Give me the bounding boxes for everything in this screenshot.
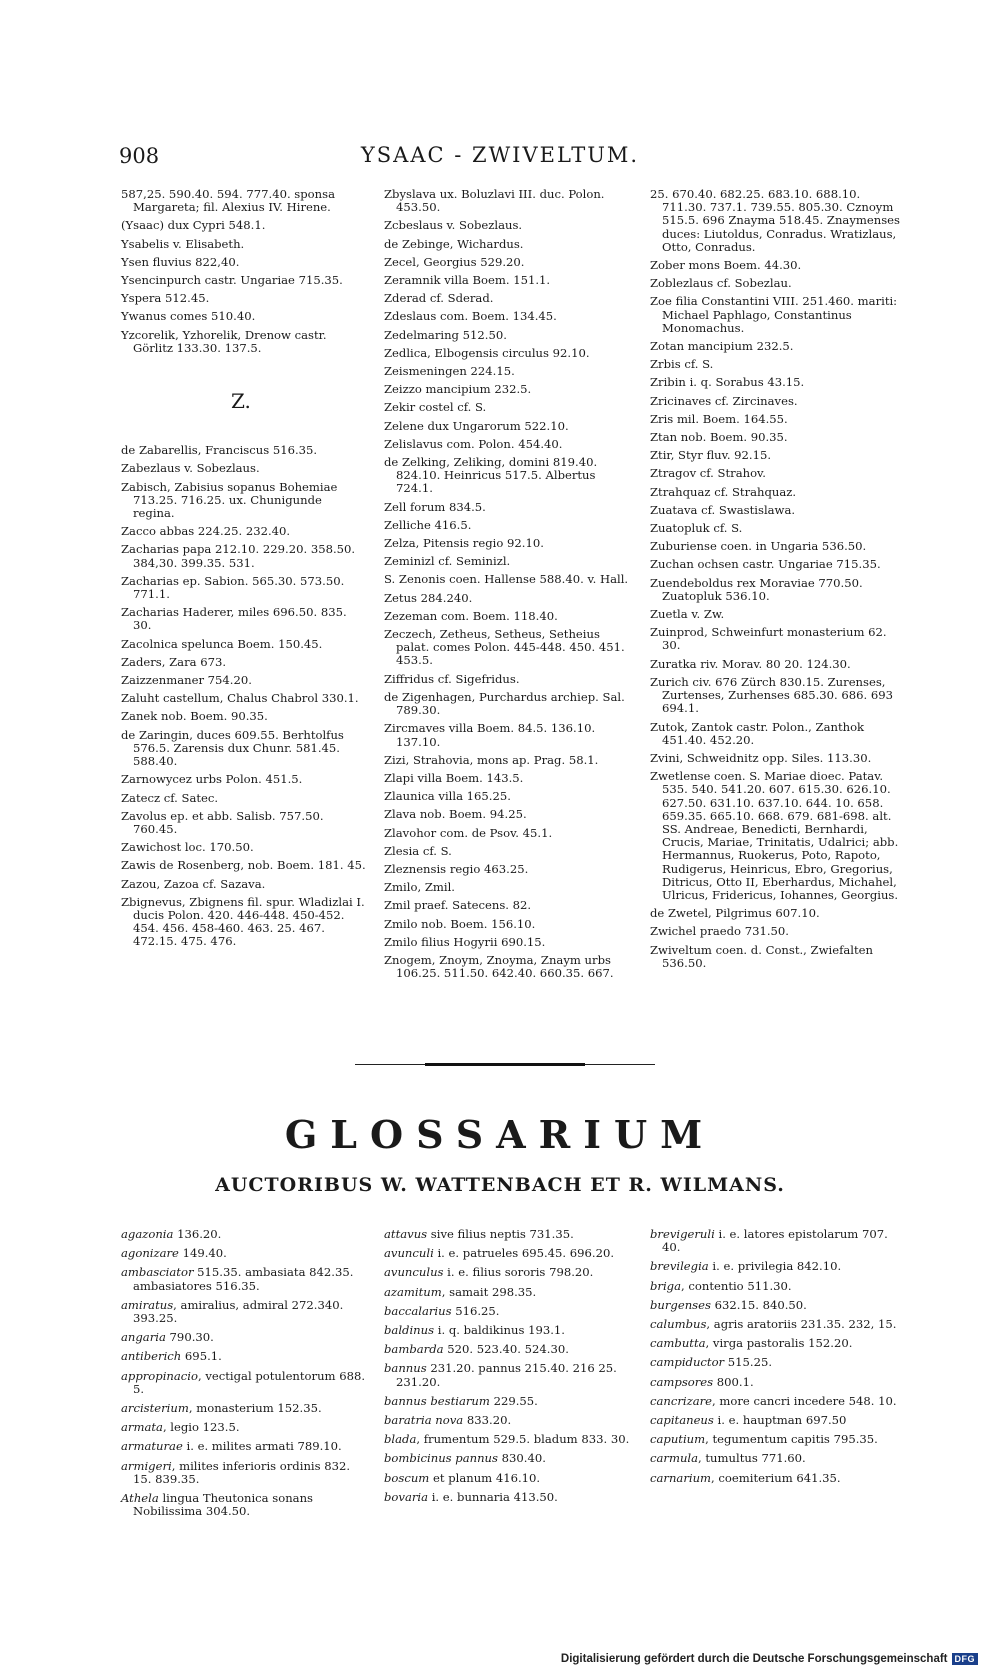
index-entry: Zeczech, Zetheus, Setheus, Setheius palat. comes Polon. 445-448. 450. 451. 453.5. [384, 627, 625, 668]
index-entry: Ztrahquaz cf. Strahquaz. [650, 484, 797, 499]
index-entry: (Ysaac) dux Cypri 548.1. [121, 218, 266, 233]
index-entry: Zmilo, Zmil. [384, 880, 455, 895]
glossary-headword: azamitum [384, 1284, 442, 1299]
index-entry: Zmilo nob. Boem. 156.10. [384, 916, 536, 931]
glossary-headword: blada [384, 1432, 417, 1447]
glossary-headword: agazonia [121, 1227, 174, 1241]
index-entry: Zeramnik villa Boem. 151.1. [384, 273, 551, 288]
index-entry: Zacharias Haderer, miles 696.50. 835. 30. [121, 605, 347, 633]
glossary-entry: bannus bestiarum 229.55. [384, 1393, 538, 1408]
glossary-entry: avunculus i. e. filius sororis 798.20. [384, 1265, 594, 1280]
index-entry: Zeizzo mancipium 232.5. [384, 382, 532, 397]
index-entry: Zuratka riv. Morav. 80 20. 124.30. [650, 656, 851, 671]
glossary-headword: caputium [650, 1432, 706, 1447]
index-entry: Zanek nob. Boem. 90.35. [121, 709, 268, 724]
index-entry: Yzcorelik, Yzhorelik, Drenow castr. Görlitz 133.30. 137.5. [121, 327, 327, 355]
glossary-entry: caputium, tegumentum capitis 795.35. [650, 1432, 878, 1447]
index-entry: Zawichost loc. 170.50. [121, 840, 254, 855]
index-entry: Zabisch, Zabisius sopanus Bohemiae 713.25. 716.25. ux. Chunigunde regina. [121, 479, 338, 521]
index-entry: Zoblezlaus cf. Sobezlau. [650, 276, 792, 291]
glossary-entry: blada, frumentum 529.5. bladum 833. 30. [384, 1432, 630, 1447]
index-entry: de Zebinge, Wichardus. [384, 236, 524, 251]
glossary-column-1 [121, 1228, 366, 1524]
index-entry: Zarnowycez urbs Polon. 451.5. [121, 772, 303, 787]
index-column-1 [121, 188, 366, 954]
index-entry: Zbyslava ux. Boluzlavi III. duc. Polon. 453.50. [384, 187, 605, 215]
glossary-entry: azamitum, samait 298.35. [384, 1284, 537, 1299]
index-entry: Zvini, Schweidnitz opp. Siles. 113.30. [650, 750, 872, 765]
index-entry: Zleznensis regio 463.25. [384, 861, 529, 876]
glossary-headword: armaturae [121, 1439, 183, 1454]
index-entry: Zuatava cf. Swastislawa. [650, 502, 796, 517]
footer-text: Digitalisierung gefördert durch die Deutsche Forschungsgemeinschaft [560, 1653, 948, 1665]
index-entry: Zutok, Zantok castr. Polon., Zanthok 451.40. 452.20. [650, 719, 865, 747]
glossary-entry: antiberich 695.1. [121, 1349, 222, 1364]
glossary-headword: bombicinus pannus [384, 1451, 498, 1466]
glossary-headword: bambarda [384, 1342, 444, 1357]
index-entry: Zacharias papa 212.10. 229.20. 358.50. 384,30. 399.35. 531. [121, 542, 356, 570]
glossary-entry: briga, contentio 511.30. [650, 1278, 792, 1293]
index-entry: Zuetla v. Zw. [650, 607, 725, 622]
index-entry: Zacco abbas 224.25. 232.40. [121, 524, 291, 539]
glossary-entry: bannus 231.20. pannus 215.40. 216 25. 231.20. [384, 1361, 617, 1389]
glossary-headword: cambutta [650, 1336, 706, 1351]
glossary-entry: brevigeruli i. e. latores epistolarum 707. 40. [650, 1227, 888, 1255]
glossary-title: GLOSSARIUM [284, 1112, 716, 1157]
dfg-logo: DFG [952, 1653, 979, 1665]
index-entry: de Zwetel, Pilgrimus 607.10. [650, 906, 820, 921]
glossary-entry: attavus sive filius neptis 731.35. [384, 1227, 574, 1241]
index-entry: Zotan mancipium 232.5. [650, 339, 794, 354]
glossary-headword: baldinus [384, 1323, 435, 1338]
glossary-headword: Athela [121, 1491, 159, 1506]
index-entry: Zaizzenmaner 754.20. [121, 673, 252, 688]
glossary-entry: burgenses 632.15. 840.50. [650, 1297, 807, 1312]
index-entry: Ztan nob. Boem. 90.35. [650, 430, 788, 445]
glossary-headword: appropinacio [121, 1368, 198, 1383]
index-entry: Zatecz cf. Satec. [121, 790, 219, 805]
glossary-entry: bambarda 520. 523.40. 524.30. [384, 1342, 569, 1357]
index-entry: Zlesia cf. S. [384, 843, 452, 858]
index-entry: Zwiveltum coen. d. Const., Zwiefalten 536.50. [650, 942, 874, 970]
glossary-headword: briga [650, 1278, 682, 1293]
index-entry: Zlapi villa Boem. 143.5. [384, 770, 524, 785]
glossary-entry: carmula, tumultus 771.60. [650, 1451, 806, 1466]
index-entry: Zacolnica spelunca Boem. 150.45. [121, 636, 323, 651]
glossary-headword: avunculi [384, 1246, 434, 1261]
glossary-entry: cambutta, virga pastoralis 152.20. [650, 1336, 853, 1351]
index-entry: Znogem, Znoym, Znoyma, Znaym urbs 106.25. 511.50. 642.40. 660.35. 667. [384, 952, 614, 981]
index-entry: Zurich civ. 676 Zürch 830.15. Zurenses, Zurtenses, Zurhenses 685.30. 686. 693 694.1. [650, 674, 894, 716]
glossary-headword: attavus [384, 1227, 428, 1241]
glossary-entry: agazonia 136.20. [121, 1227, 222, 1241]
index-entry: Ztragov cf. Strahov. [650, 466, 766, 481]
glossary-headword: bannus [384, 1361, 427, 1376]
glossary-entry: agonizare 149.40. [121, 1246, 227, 1261]
index-entry: Zezeman com. Boem. 118.40. [384, 608, 558, 623]
glossary-headword: angaria [121, 1330, 166, 1345]
glossary-headword: arcisterium [121, 1401, 189, 1416]
glossary-entry: cancrizare, more cancri incedere 548. 10. [650, 1393, 897, 1408]
glossary-headword: avunculus [384, 1265, 444, 1280]
index-entry: Zuburiense coen. in Ungaria 536.50. [650, 539, 867, 554]
index-entry: Zribin i. q. Sorabus 43.15. [650, 375, 805, 390]
glossary-headword: agonizare [121, 1246, 179, 1261]
index-entry: Zlaunica villa 165.25. [384, 789, 511, 804]
glossary-headword: bannus bestiarum [384, 1393, 490, 1408]
index-entry: Zelislavus com. Polon. 454.40. [384, 436, 563, 451]
index-entry: Zaders, Zara 673. [121, 654, 227, 669]
glossary-headword: brevigeruli [650, 1227, 715, 1241]
index-entry: Zell forum 834.5. [384, 499, 486, 514]
glossary-headword: calumbus [650, 1317, 707, 1332]
index-entry: Zeismeningen 224.15. [384, 364, 515, 379]
glossary-entry: baratria nova 833.20. [384, 1413, 512, 1428]
glossary-entry: bovaria i. e. bunnaria 413.50. [384, 1489, 558, 1504]
index-entry: de Zabarellis, Franciscus 516.35. [121, 443, 318, 458]
index-column-3 [650, 188, 900, 975]
glossary-headword: carnarium [650, 1470, 712, 1485]
index-entry: 587,25. 590.40. 594. 777.40. sponsa Margareta; fil. Alexius IV. Hirene. [121, 187, 335, 215]
glossary-headword: carmula [650, 1451, 699, 1466]
glossary-entry: campiductor 515.25. [650, 1355, 773, 1370]
glossary-headword: armata [121, 1420, 163, 1435]
glossary-entry: armigeri, milites inferioris ordinis 832. 15. 839.35. [121, 1458, 351, 1486]
index-entry: Zawis de Rosenberg, nob. Boem. 181. 45. [121, 858, 366, 873]
index-entry: Zrbis cf. S. [650, 357, 714, 372]
glossary-entry: avunculi i. e. patrueles 695.45. 696.20. [384, 1246, 615, 1261]
glossary-headword: bovaria [384, 1489, 429, 1504]
glossary-entry: campsores 800.1. [650, 1374, 754, 1389]
index-entry: Zizi, Strahovia, mons ap. Prag. 58.1. [384, 752, 599, 767]
glossary-entry: Athela lingua Theutonica sonans Nobilissima 304.50. [121, 1491, 313, 1519]
index-entry: Zelene dux Ungarorum 522.10. [384, 418, 569, 433]
index-column-2 [384, 188, 636, 985]
glossary-headword: campiductor [650, 1355, 725, 1370]
glossary-entry: ambasciator 515.35. ambasiata 842.35. ambasiatores 516.35. [121, 1265, 354, 1293]
index-entry: Ysabelis v. Elisabeth. [121, 236, 245, 251]
index-entry: Zderad cf. Sderad. [384, 291, 494, 306]
glossary-column-2 [384, 1228, 636, 1510]
glossary-entry: arcisterium, monasterium 152.35. [121, 1401, 322, 1416]
section-heading-z: Z. [231, 389, 251, 414]
index-entry: Zircmaves villa Boem. 84.5. 136.10. 137.10. [384, 721, 596, 749]
index-entry: Zmil praef. Satecens. 82. [384, 898, 532, 913]
index-entry: Zaluht castellum, Chalus Chabrol 330.1. [121, 691, 359, 706]
index-entry: Zwetlense coen. S. Mariae dioec. Patav. 535. 540. 541.20. 607. 615.30. 626.10. 627.50. 631.10. 637.10. 644. 10. 658. 659.35. 665.10. 668. 679. 681-698. alt. SS. Andreae, Benedicti, Bernhardi, Crucis, Mariae, Trinitatis, Udalrici; abb. Hermannus, Ruokerus, Poto, Rapoto, Rudigerus, Heinricus, Ebro, Gregorius, Ditricus, Otto II, Eberhardus, Michahel, Ulricus, Fridericus, Iohannes, Georgius. [650, 769, 899, 902]
index-entry: Zbignevus, Zbignens fil. spur. Wladizlai I. ducis Polon. 420. 446-448. 450-452. 454. 456. 458-460. 463. 25. 467. 472.15. 475. 476. [121, 894, 365, 949]
index-entry: Zlava nob. Boem. 94.25. [384, 807, 527, 822]
page-number: 908 [119, 144, 160, 168]
index-entry: Zcbeslaus v. Sobezlaus. [384, 218, 523, 233]
glossary-entry: armaturae i. e. milites armati 789.10. [121, 1439, 342, 1454]
index-entry: Zabezlaus v. Sobezlaus. [121, 461, 260, 476]
index-entry: de Zigenhagen, Purchardus archiep. Sal. 789.30. [384, 689, 625, 718]
index-entry: Zdeslaus com. Boem. 134.45. [384, 309, 557, 324]
index-entry: Zelza, Pitensis regio 92.10. [384, 536, 544, 551]
glossary-entry: capitaneus i. e. hauptman 697.50 [650, 1413, 847, 1428]
glossary-headword: burgenses [650, 1297, 711, 1312]
index-entry: Zmilo filius Hogyrii 690.15. [384, 934, 546, 949]
index-entry: Zacharias ep. Sabion. 565.30. 573.50. 771.1. [121, 573, 345, 602]
glossary-entry: calumbus, agris aratoriis 231.35. 232, 15. [650, 1317, 897, 1332]
glossary-headword: brevilegia [650, 1259, 709, 1274]
glossary-headword: cancrizare [650, 1393, 713, 1408]
glossary-entry: baldinus i. q. baldikinus 193.1. [384, 1323, 565, 1338]
index-entry: Zeminizl cf. Seminizl. [384, 554, 511, 569]
index-entry: Zedelmaring 512.50. [384, 327, 507, 342]
index-entry: Zazou, Zazoa cf. Sazava. [121, 876, 266, 891]
running-head: YSAAC - ZWIVELTUM. [360, 143, 640, 167]
index-entry: Zuchan ochsen castr. Ungariae 715.35. [650, 557, 881, 572]
index-entry: Zavolus ep. et abb. Salisb. 757.50. 760.45. [121, 808, 324, 836]
glossary-entry: carnarium, coemiterium 641.35. [650, 1470, 841, 1485]
index-entry: Zedlica, Elbogensis circulus 92.10. [384, 345, 590, 360]
glossary-column-3 [650, 1228, 900, 1491]
index-entry: Ywanus comes 510.40. [121, 309, 256, 324]
index-entry: Ysencinpurch castr. Ungariae 715.35. [121, 273, 343, 288]
glossary-headword: baratria nova [384, 1413, 464, 1428]
glossary-headword: amiratus [121, 1297, 174, 1312]
glossary-headword: antiberich [121, 1349, 182, 1364]
glossary-headword: armigeri [121, 1458, 172, 1473]
glossary-headword: capitaneus [650, 1413, 714, 1428]
index-entry: de Zelking, Zeliking, domini 819.40. 824.10. Heinricus 517.5. Albertus 724.1. [384, 455, 598, 496]
glossary-entry: appropinacio, vectigal potulentorum 688. 5. [121, 1368, 366, 1396]
glossary-headword: ambasciator [121, 1265, 194, 1280]
glossary-headword: campsores [650, 1374, 714, 1389]
index-entry: Zetus 284.240. [384, 590, 473, 605]
index-entry: Zris mil. Boem. 164.55. [650, 411, 788, 426]
section-divider [355, 1064, 655, 1065]
index-entry: Zuinprod, Schweinfurt monasterium 62. 30. [650, 625, 887, 653]
index-entry: Ysen fluvius 822,40. [121, 254, 240, 269]
glossary-entry: amiratus, amiralius, admiral 272.340. 393.25. [121, 1297, 344, 1326]
index-entry: Zelliche 416.5. [384, 517, 472, 532]
index-entry: Zricinaves cf. Zircinaves. [650, 393, 798, 408]
index-entry: Zuendeboldus rex Moraviae 770.50. Zuatopluk 536.10. [650, 575, 863, 603]
index-entry: Zecel, Georgius 529.20. [384, 254, 525, 269]
glossary-entry: angaria 790.30. [121, 1330, 214, 1345]
glossary-entry: baccalarius 516.25. [384, 1303, 500, 1318]
index-entry: de Zaringin, duces 609.55. Berhtolfus 576.5. Zarensis dux Chunr. 581.45. 588.40. [121, 727, 344, 769]
glossary-headword: baccalarius [384, 1303, 452, 1318]
index-entry: Ztir, Styr fluv. 92.15. [650, 448, 772, 463]
glossary-entry: armata, legio 123.5. [121, 1420, 240, 1435]
index-entry: Zuatopluk cf. S. [650, 521, 743, 536]
glossary-entry: bombicinus pannus 830.40. [384, 1451, 546, 1466]
index-entry: Zwichel praedo 731.50. [650, 924, 789, 939]
glossary-entry: brevilegia i. e. privilegia 842.10. [650, 1259, 842, 1274]
index-entry: Zober mons Boem. 44.30. [650, 258, 802, 273]
index-entry: S. Zenonis coen. Hallense 588.40. v. Hall. [384, 572, 629, 587]
index-entry: Yspera 512.45. [121, 291, 210, 306]
footer-credit [561, 1653, 978, 1665]
index-entry: Ziffridus cf. Sigefridus. [384, 671, 520, 686]
glossary-headword: boscum [384, 1470, 430, 1485]
glossary-subtitle: AUCTORIBUS W. WATTENBACH ET R. WILMANS. [215, 1174, 785, 1196]
index-entry: 25. 670.40. 682.25. 683.10. 688.10. 711.30. 737.1. 739.55. 805.30. Cznoym 515.5. 696 Znayma 518.45. Znaymenses duces: Liutoldus, Conradus. Wratizlaus, Otto, Conradus. [650, 187, 900, 254]
glossary-entry: boscum et planum 416.10. [384, 1470, 541, 1485]
index-entry: Zoe filia Constantini VIII. 251.460. mariti: Michael Paphlago, Constantinus Monomachus. [650, 294, 898, 335]
index-entry: Zlavohor com. de Psov. 45.1. [384, 825, 553, 840]
index-entry: Zekir costel cf. S. [384, 400, 487, 415]
